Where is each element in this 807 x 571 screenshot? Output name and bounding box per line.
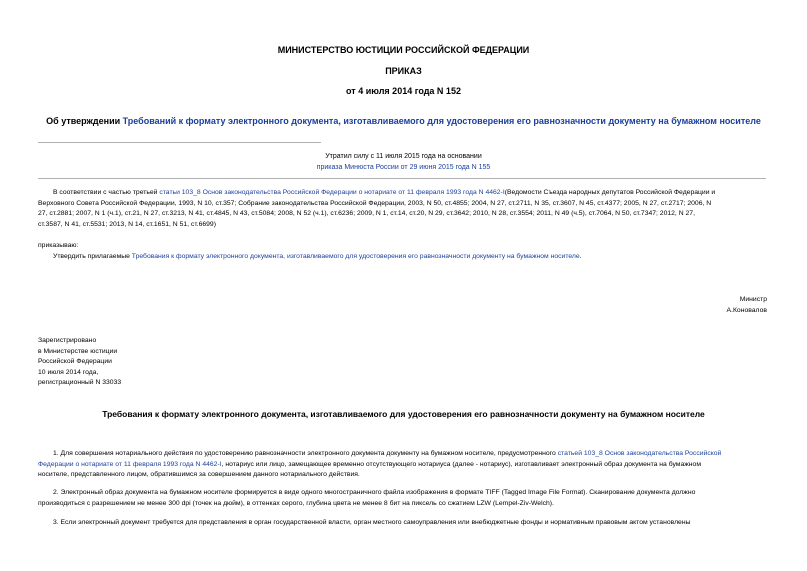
preamble-intro: В соответствии с частью третьей	[53, 189, 160, 196]
requirement-3-line-1: 3. Если электронный документ требуется для представления в орган государственной власти, орган местного самоуправления или внебюджетные фонды и нормативным правовым актом установлены	[53, 519, 691, 526]
registration-line-5: регистрационный N 33033	[38, 379, 122, 387]
divider-long	[38, 178, 766, 179]
signature-name: А.Коновалов	[726, 307, 767, 314]
preamble-line-2: Верховного Совета Российской Федерации, 1993, N 10, ст.357; Собрание законодательства Российской Федерации, 2003, N 50, ст.4855; 2004, N 27, ст.2711, N 35, ст.3607, N 45, ст.4377; 2005, N 27, ст.2717; 2006, N	[38, 199, 712, 207]
registration-block	[38, 336, 121, 389]
requirement-3	[38, 518, 768, 529]
requirement-1-line-1	[38, 449, 768, 460]
preamble-law-link[interactable]: статьи 103_8 Основ законодательства Российской Федерации о нотариате от 11 февраля 1993 года N 4462-I	[159, 189, 505, 196]
requirement-1-line-3: носителе, представленного лицом, обратившимся за совершением данного нотариального действия.	[38, 471, 360, 479]
registration-line-1: Зарегистрировано	[38, 337, 97, 344]
registration-line-3: Российской Федерации	[38, 358, 112, 366]
ministry-heading: МИНИСТЕРСТВО ЮСТИЦИИ РОССИЙСКОЙ ФЕДЕРАЦИИ	[277, 45, 530, 55]
approve-prefix: Утвердить прилагаемые	[53, 253, 132, 260]
status-link[interactable]: приказа Минюста России от 29 июня 2015 года N 155	[316, 164, 491, 171]
approve-link[interactable]: Требования к формату электронного документа, изготавливаемого для удостоверения его равнозначности документу на бумажном носителе	[131, 253, 580, 260]
registration-line-2: в Министерстве юстиции	[38, 347, 118, 355]
divider-short	[38, 142, 321, 143]
requirement-2-line-2: производиться с разрешением не менее 300 dpi (точек на дюйм), в оттенках серого, глубина цвета не менее 8 бит на пиксель со сжатием LZW (Lempel-Ziv-Welch).	[38, 499, 554, 507]
doc-type-heading: ПРИКАЗ	[385, 66, 422, 76]
preamble	[38, 188, 768, 230]
preamble-line1-rest: (Ведомости Съезда народных депутатов Российской Федерации и	[504, 189, 716, 196]
approve-suffix: .	[579, 253, 582, 260]
order-title	[0, 116, 807, 126]
req1-law-link-part1[interactable]: статьей 103_8 Основ законодательства Российской	[557, 450, 722, 457]
registration-line-4: 10 июля 2014 года,	[38, 368, 99, 376]
req1-text-2: , нотариус или лицо, замещающее временно отсутствующего нотариуса (далее - нотариус), изготавливает электронный образ документа на бумажном	[221, 460, 701, 468]
requirement-1	[38, 449, 768, 481]
approve-line	[53, 252, 582, 263]
requirement-1-line-2	[38, 460, 768, 471]
order-title-prefix: Об утверждении	[46, 116, 123, 126]
req1-text: 1. Для совершения нотариального действия по удостоверению равнозначности электронного документа документу на бумажном носителе, предусмотренного	[53, 450, 558, 457]
preamble-line-4: ст.3587, N 41, ст.5531; 2013, N 14, ст.1651, N 51, ст.6699)	[38, 220, 216, 228]
signature-position: Министр	[739, 296, 767, 303]
order-date-number: от 4 июля 2014 года N 152	[346, 86, 461, 96]
order-title-link[interactable]: Требований к формату электронного документа, изготавливаемого для удостоверения его равнозначности документу на бумажном носителе	[122, 116, 761, 126]
requirements-title: Требования к формату электронного документа, изготавливаемого для удостоверения его равнозначности документу на бумажном носителе	[102, 409, 705, 419]
requirement-2	[38, 488, 768, 509]
prikazyvayu: приказываю:	[38, 242, 79, 249]
preamble-line-1	[38, 188, 768, 199]
status-text: Утратил силу с 11 июля 2015 года на основании	[325, 153, 482, 160]
req1-law-link-part2[interactable]: Федерации о нотариате от 11 февраля 1993 года N 4462-I	[38, 460, 222, 468]
requirement-2-line-1: 2. Электронный образ документа на бумажном носителе формируется в виде одного многостраничного файла изображения в формате TIFF (Tagged Image File Format). Сканирование документа должно	[53, 489, 696, 496]
preamble-line-3: 27, ст.2881; 2007, N 1 (ч.1), ст.21, N 27, ст.3213, N 41, ст.4845, N 43, ст.5084; 2008, N 52 (ч.1), ст.6236; 2009, N 1, ст.14, ст.20, N 29, ст.3642; 2010, N 28, ст.3554; 2011, N 49 (ч.5), ст.7064, N 50, ст.7347; 2012, N 27,	[38, 210, 695, 218]
